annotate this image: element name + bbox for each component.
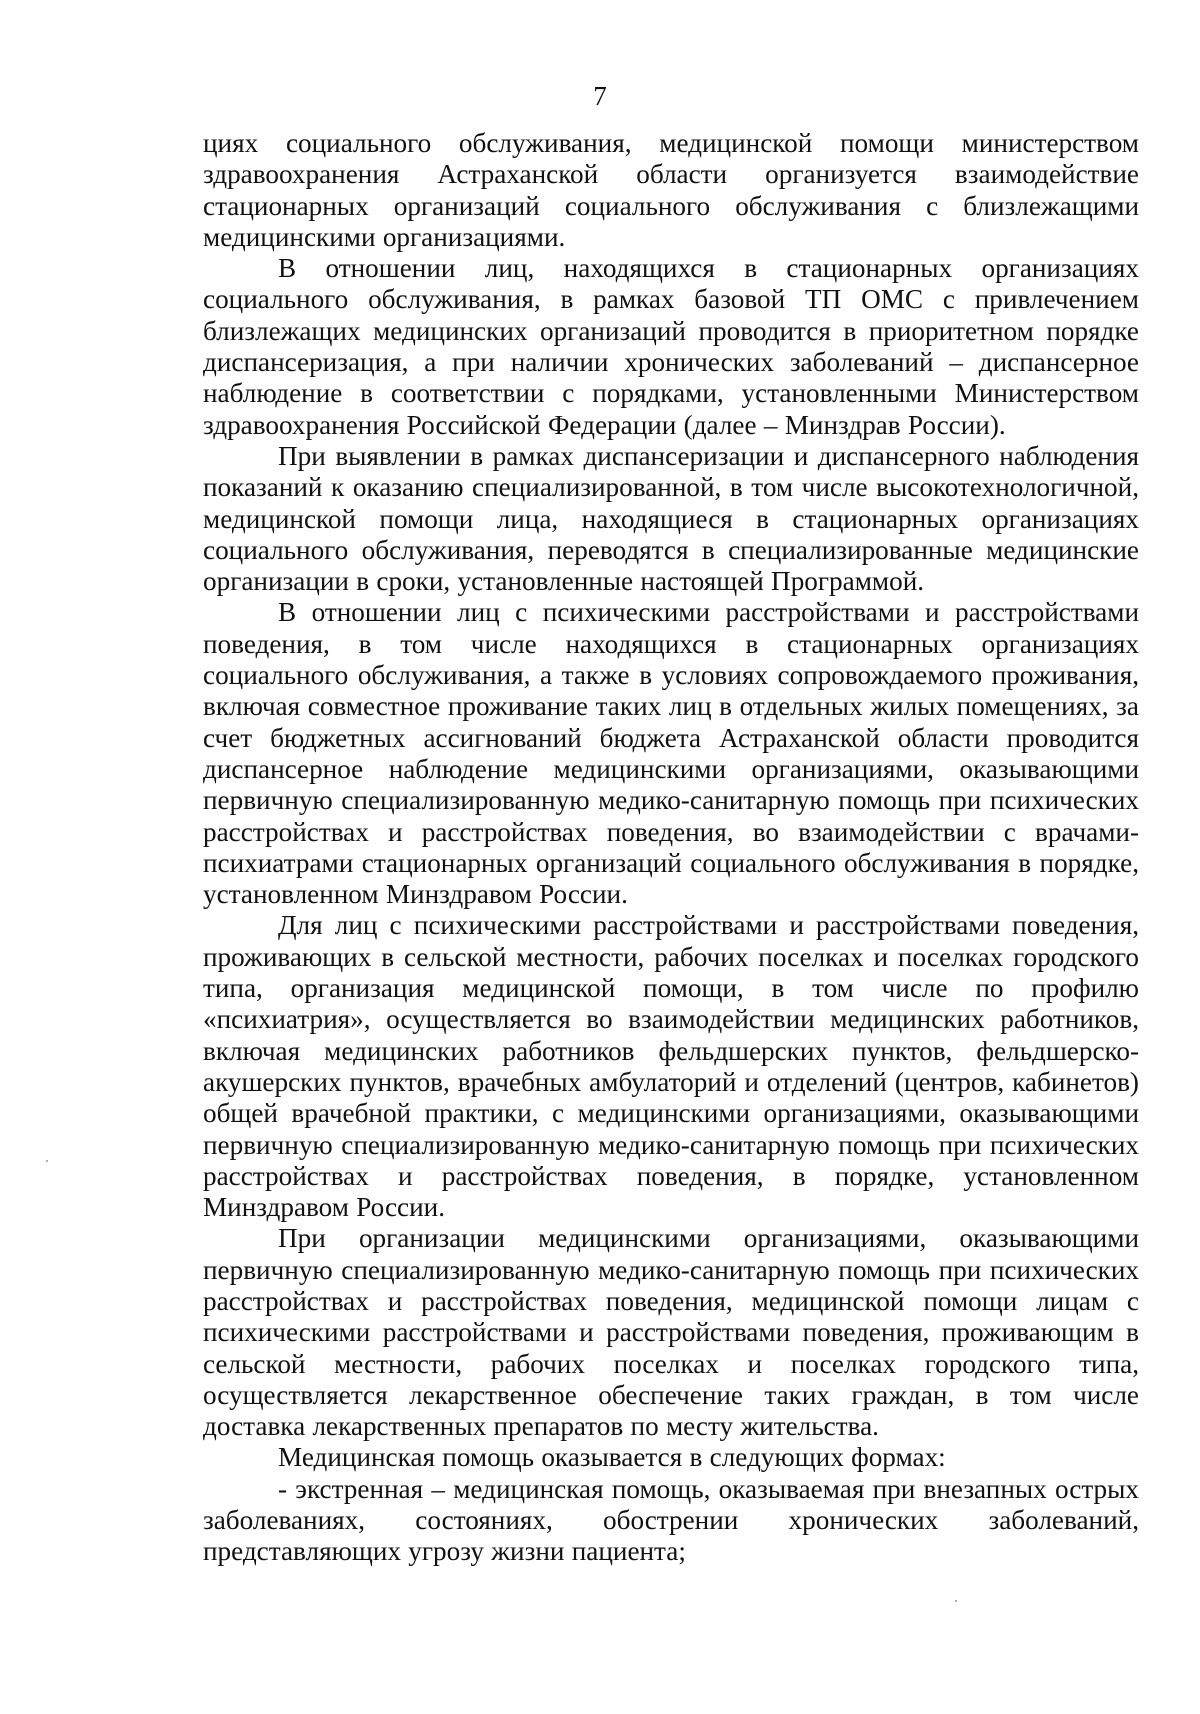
paragraph-specialized-transfer: При выявлении в рамках диспансеризации и диспансерного наблюдения показаний к оказанию специализированной, в том числе высокотехнологичной, медицинской помощи лица, находящиеся в стационарных организациях социального обслуживания, переводятся в специализированные медицинские организации в сроки, установленные настоящей Программой. (203, 440, 1139, 597)
paragraph-continuation: циях социального обслуживания, медицинской помощи министерством здравоохранения Астраханской области организуется взаимодействие стационарных организаций социального обслуживания с близлежащими медицинскими организациями. (203, 128, 1139, 252)
list-item-emergency: - экстренная – медицинская помощь, оказываемая при внезапных острых заболеваниях, состояниях, обострении хронических заболеваний, представляющих угрозу жизни пациента; (203, 1473, 1139, 1567)
paragraph-rural-psychiatry: Для лиц с психическими расстройствами и расстройствами поведения, проживающих в сельской местности, рабочих поселках и поселках городского типа, организация медицинской помощи, в том числе по профилю «психиатрия», осуществляется во взаимодействии медицинских работников, включая медицинских работников фельдшерских пунктов, фельдшерско-акушерских пунктов, врачебных амбулаторий и отделений (центров, кабинетов) общей врачебной практики, с медицинскими организациями, оказывающими первичную специализированную медико-санитарную помощь при психических расстройствах и расстройствах поведения, в порядке, установленном Минздравом России. (203, 910, 1139, 1223)
paragraph-care-forms-intro: Медицинская помощь оказывается в следующих формах: (278, 1442, 946, 1473)
scan-speck (46, 1160, 48, 1162)
paragraph-drug-provision: При организации медицинскими организациями, оказывающими первичную специализированную медико-санитарную помощь при психических расстройствах и расстройствах поведения, медицинской помощи лицам с психическими расстройствами и расстройствами поведения, проживающим в сельской местности, рабочих поселках и поселках городского типа, осуществляется лекарственное обеспечение таких граждан, в том числе доставка лекарственных препаратов по месту жительства. (203, 1223, 1139, 1442)
document-body (203, 128, 1139, 1568)
paragraph-dispensary-social: В отношении лиц, находящихся в стационарных организациях социального обслуживания, в рамках базовой ТП ОМС с привлечением близлежащих медицинских организаций проводится в приоритетном порядке диспансеризация, а при наличии хронических заболеваний – диспансерное наблюдение в соответствии с порядками, установленными Министерством здравоохранения Российской Федерации (далее – Минздрав России). (203, 253, 1139, 440)
paragraph-mental-disorders-observation: В отношении лиц с психическими расстройствами и расстройствами поведения, в том числе находящихся в стационарных организациях социального обслуживания, а также в условиях сопровождаемого проживания, включая совместное проживание таких лиц в отдельных жилых помещениях, за счет бюджетных ассигнований бюджета Астраханской области проводится диспансерное наблюдение медицинскими организациями, оказывающими первичную специализированную медико-санитарную помощь при психических расстройствах и расстройствах поведения, во взаимодействии с врачами-психиатрами стационарных организаций социального обслуживания в порядке, установленном Минздравом России. (203, 597, 1139, 910)
page-number: 7 (593, 81, 607, 111)
scan-speck (955, 1600, 957, 1602)
